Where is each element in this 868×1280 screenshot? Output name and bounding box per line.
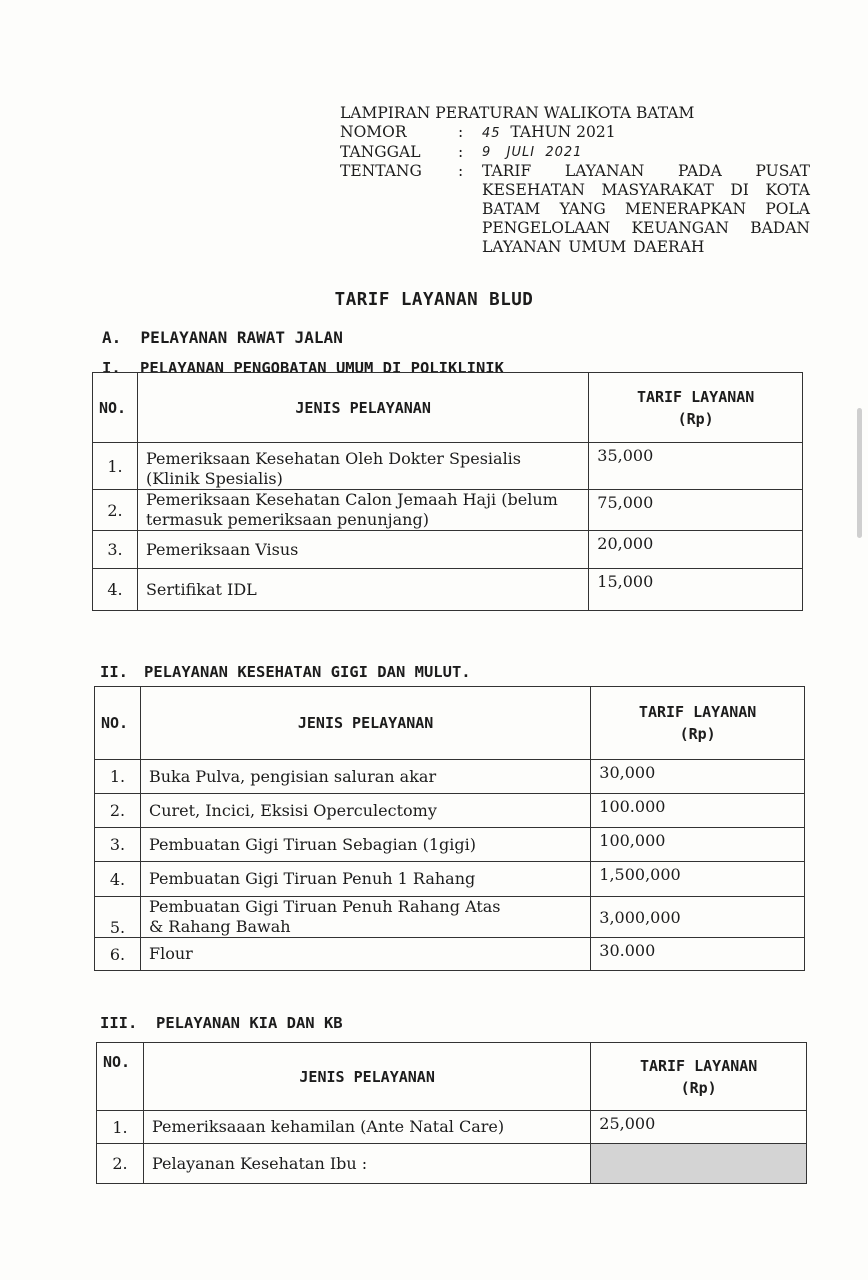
tentang-line: KESEHATAN MASYARAKAT DI KOTA — [482, 181, 810, 199]
table-section-2 — [94, 686, 805, 971]
section-1-num: I. — [102, 359, 121, 377]
header-jenis: JENIS PELAYANAN — [137, 373, 588, 443]
header-tarif — [589, 373, 803, 443]
tanggal-row — [340, 143, 810, 162]
tentang-line: TARIF LAYANAN PADA PUSAT — [482, 162, 810, 180]
row-name: Pemeriksaan Visus — [137, 531, 588, 569]
table-header-row — [97, 1043, 807, 1111]
scrollbar[interactable] — [857, 408, 862, 538]
header-no: NO. — [97, 1043, 144, 1111]
header-tarif-line1: TARIF LAYANAN — [638, 703, 757, 721]
row-tarif: 15,000 — [589, 569, 803, 611]
table-row — [95, 862, 805, 897]
row-no: 2. — [95, 794, 141, 828]
row-name: Curet, Incici, Eksisi Operculectomy — [140, 794, 590, 828]
row-name-line2: (Klinik Spesialis) — [145, 469, 283, 488]
row-tarif-empty — [591, 1144, 807, 1184]
row-name: Pembuatan Gigi Tiruan Penuh 1 Rahang — [140, 862, 590, 897]
tentang-line: LAYANAN UMUM DAERAH — [482, 238, 705, 256]
header-tarif — [591, 1043, 807, 1111]
header-tarif-line1: TARIF LAYANAN — [639, 1056, 758, 1075]
header-tarif — [591, 687, 805, 760]
section-2-title: PELAYANAN KESEHATAN GIGI DAN MULUT. — [144, 663, 471, 681]
page-title: TARIF LAYANAN BLUD — [334, 290, 534, 310]
row-name-line2: & Rahang Bawah — [148, 917, 291, 936]
row-name-line1: Pemeriksaan Kesehatan Calon Jemaah Haji (belum — [145, 490, 558, 509]
tentang-line: PENGELOLAAN KEUANGAN BADAN — [482, 219, 810, 237]
row-name: Sertifikat IDL — [137, 569, 588, 611]
tanggal-colon: : — [458, 143, 464, 161]
section-1-title: PELAYANAN PENGOBATAN UMUM DI POLIKLINIK — [140, 359, 504, 377]
row-name: Buka Pulva, pengisian saluran akar — [140, 760, 590, 794]
row-tarif: 1,500,000 — [591, 862, 805, 897]
table-row — [95, 794, 805, 828]
table-header-row — [95, 687, 805, 760]
tentang-label: TENTANG — [340, 162, 422, 180]
section-2-num: II. — [100, 663, 128, 681]
row-tarif: 35,000 — [589, 443, 803, 490]
table-section-1 — [92, 372, 803, 611]
table-row — [93, 443, 803, 490]
tentang-colon: : — [458, 162, 464, 180]
row-no: 5. — [95, 897, 141, 938]
table-section-3 — [96, 1042, 807, 1184]
nomor-row — [340, 123, 810, 143]
section-a-num: A. — [102, 328, 122, 347]
nomor-value — [482, 123, 810, 143]
table-row — [97, 1111, 807, 1144]
row-name: Pelayanan Kesehatan Ibu : — [143, 1144, 590, 1184]
row-name — [137, 490, 588, 531]
nomor-colon: : — [458, 123, 464, 141]
row-no: 4. — [93, 569, 138, 611]
row-name: Flour — [140, 938, 590, 971]
row-no: 2. — [97, 1144, 144, 1184]
row-tarif: 20,000 — [589, 531, 803, 569]
table-row — [93, 531, 803, 569]
table-row — [95, 897, 805, 938]
row-tarif: 30.000 — [591, 938, 805, 971]
row-no: 3. — [95, 828, 141, 862]
header-no: NO. — [93, 373, 138, 443]
row-no: 1. — [95, 760, 141, 794]
section-3-heading — [100, 1014, 343, 1032]
lampiran-header — [340, 104, 810, 257]
section-3-num: III. — [100, 1014, 138, 1032]
row-no: 4. — [95, 862, 141, 897]
header-jenis: JENIS PELAYANAN — [140, 687, 590, 760]
row-name: Pemeriksaaan kehamilan (Ante Natal Care) — [143, 1111, 590, 1144]
row-tarif: 100,000 — [591, 828, 805, 862]
row-no: 1. — [93, 443, 138, 490]
tanggal-handwritten: 9 JULI 2021 — [482, 145, 583, 160]
header-no: NO. — [95, 687, 141, 760]
tentang-line: BATAM YANG MENERAPKAN POLA — [482, 200, 810, 218]
table-header-row — [93, 373, 803, 443]
table-row — [95, 938, 805, 971]
section-a-heading — [102, 328, 343, 347]
header-jenis: JENIS PELAYANAN — [143, 1043, 590, 1111]
row-name-line1: Pembuatan Gigi Tiruan Penuh Rahang Atas — [148, 897, 501, 916]
table-row — [97, 1144, 807, 1184]
tentang-row — [340, 162, 810, 257]
header-tarif-line1: TARIF LAYANAN — [636, 387, 755, 406]
row-name-line1: Pemeriksaan Kesehatan Oleh Dokter Spesialis — [145, 449, 522, 468]
nomor-label: NOMOR — [340, 123, 407, 141]
row-no: 3. — [93, 531, 138, 569]
row-name: Pembuatan Gigi Tiruan Sebagian (1gigi) — [140, 828, 590, 862]
tanggal-label: TANGGAL — [340, 143, 421, 161]
header-tarif-line2: (Rp) — [680, 1078, 717, 1097]
table-row — [95, 828, 805, 862]
section-a-title: PELAYANAN RAWAT JALAN — [140, 328, 343, 347]
table-row — [93, 490, 803, 531]
row-name — [137, 443, 588, 490]
nomor-tahun: TAHUN 2021 — [510, 123, 616, 141]
row-no: 1. — [97, 1111, 144, 1144]
tentang-value — [482, 162, 810, 257]
table-row — [95, 760, 805, 794]
row-name-line2: termasuk pemeriksaan penunjang) — [145, 510, 429, 529]
table-row — [93, 569, 803, 611]
nomor-handwritten: 45 — [482, 126, 501, 141]
row-no: 2. — [93, 490, 138, 531]
section-3-title: PELAYANAN KIA DAN KB — [156, 1014, 343, 1032]
row-name — [140, 897, 590, 938]
row-tarif: 3,000,000 — [591, 897, 805, 938]
header-tarif-line2: (Rp) — [679, 725, 716, 743]
row-tarif: 100.000 — [591, 794, 805, 828]
lampiran-title: LAMPIRAN PERATURAN WALIKOTA BATAM — [340, 104, 695, 122]
section-2-heading — [100, 663, 471, 681]
row-tarif: 30,000 — [591, 760, 805, 794]
header-tarif-line2: (Rp) — [677, 409, 714, 428]
row-tarif: 25,000 — [591, 1111, 807, 1144]
row-no: 6. — [95, 938, 141, 971]
row-tarif: 75,000 — [589, 490, 803, 531]
